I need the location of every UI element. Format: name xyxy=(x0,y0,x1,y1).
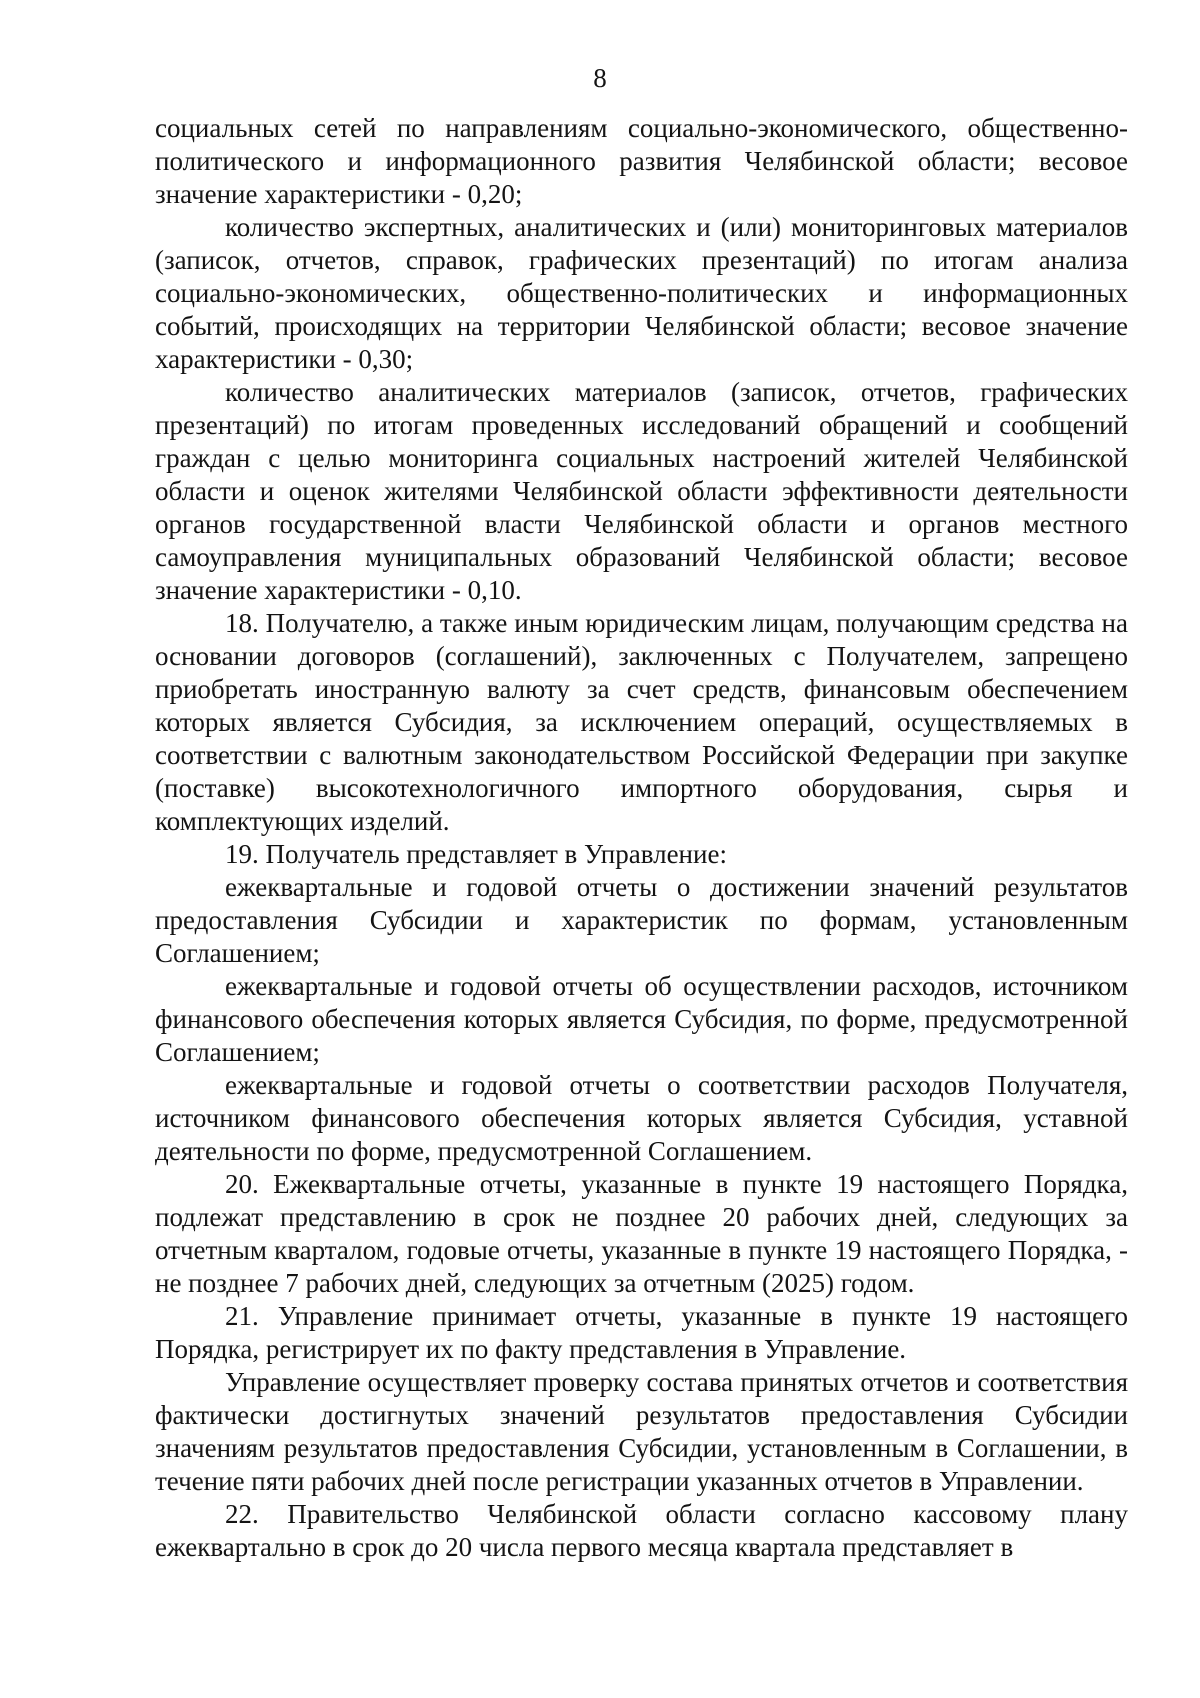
paragraph-reports-compliance: ежеквартальные и годовой отчеты о соответствии расходов Получателя, источником финансового обеспечения которых является Субсидия, уставной деятельности по форме, предусмотренной Соглашением. xyxy=(155,1070,1128,1166)
paragraph-reports-results: ежеквартальные и годовой отчеты о достижении значений результатов предоставления Субсидии и характеристик по формам, установленным Соглашением; xyxy=(155,872,1128,968)
paragraph-item-22: 22. Правительство Челябинской области согласно кассовому плану ежеквартально в срок до 20 числа первого месяца квартала представляет в xyxy=(155,1499,1128,1562)
document-body xyxy=(155,112,1128,1564)
paragraph-expert-materials: количество экспертных, аналитических и (или) мониторинговых материалов (записок, отчетов, справок, графических презентаций) по итогам анализа социально-экономических, общественно-политических и информационных событий, происходящих на территории Челябинской области; весовое значение характеристики - 0,30; xyxy=(155,212,1128,374)
paragraph-item-19: 19. Получатель представляет в Управление: xyxy=(225,839,727,869)
page-number: 8 xyxy=(593,63,607,93)
paragraph-reports-expenses: ежеквартальные и годовой отчеты об осуществлении расходов, источником финансового обеспечения которых является Субсидия, по форме, предусмотренной Соглашением; xyxy=(155,971,1128,1067)
paragraph-item-20: 20. Ежеквартальные отчеты, указанные в пункте 19 настоящего Порядка, подлежат представлению в срок не позднее 20 рабочих дней, следующих за отчетным кварталом, годовые отчеты, указанные в пункте 19 настоящего Порядка, - не позднее 7 рабочих дней, следующих за отчетным (2025) годом. xyxy=(155,1169,1128,1298)
paragraph-analytical-materials: количество аналитических материалов (записок, отчетов, графических презентаций) по итогам проведенных исследований обращений и сообщений граждан с целью мониторинга социальных настроений жителей Челябинской области и оценок жителями Челябинской области эффективности деятельности органов государственной власти Челябинской области и органов местного самоуправления муниципальных образований Челябинской области; весовое значение характеристики - 0,10. xyxy=(155,377,1128,605)
paragraph-item-18: 18. Получателю, а также иным юридическим лицам, получающим средства на основании договоров (соглашений), заключенных с Получателем, запрещено приобретать иностранную валюту за счет средств, финансовым обеспечением которых является Субсидия, за исключением операций, осуществляемых в соответствии с валютным законодательством Российской Федерации при закупке (поставке) высокотехнологичного импортного оборудования, сырья и комплектующих изделий. xyxy=(155,608,1128,836)
paragraph-item-21: 21. Управление принимает отчеты, указанные в пункте 19 настоящего Порядка, регистрирует их по факту представления в Управление. xyxy=(155,1301,1128,1364)
paragraph-continuation: социальных сетей по направлениям социально-экономического, общественно-политического и информационного развития Челябинской области; весовое значение характеристики - 0,20; xyxy=(155,113,1128,209)
paragraph-verification: Управление осуществляет проверку состава принятых отчетов и соответствия фактически достигнутых значений результатов предоставления Субсидии значениям результатов предоставления Субсидии, установленным в Соглашении, в течение пяти рабочих дней после регистрации указанных отчетов в Управлении. xyxy=(155,1367,1128,1496)
